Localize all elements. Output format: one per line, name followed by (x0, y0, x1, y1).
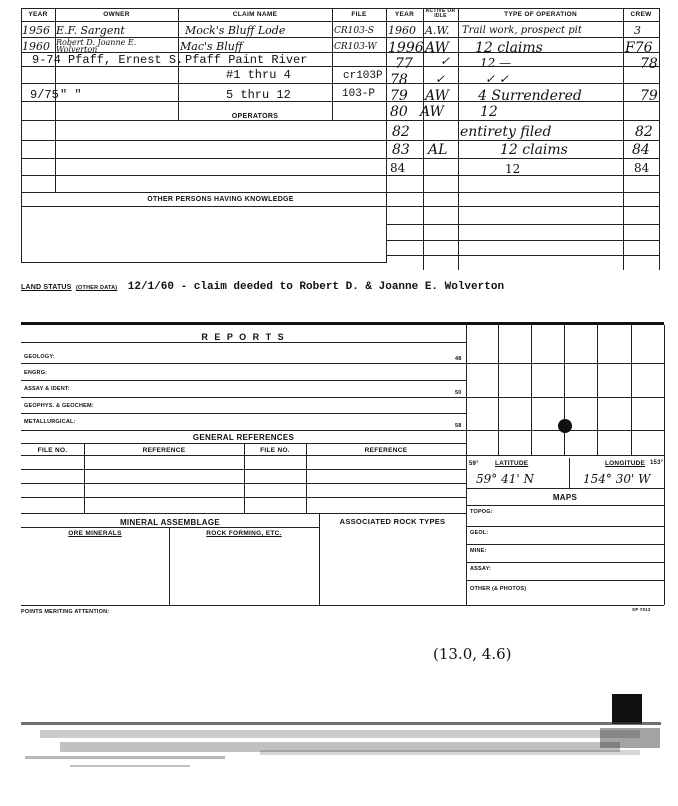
col-header-year: YEAR (28, 11, 48, 18)
claim-year-3: 9-74 (32, 53, 61, 67)
maps-topog: TOPOG: (470, 509, 493, 515)
claim-file-5: 103-P (342, 88, 376, 100)
op-type-9: 12 (505, 162, 521, 176)
op-crew-5: 79 (640, 88, 658, 104)
claim-owner-3: Pfaff, Ernest S. (68, 53, 184, 67)
land-status-sublabel: (OTHER DATA) (76, 285, 118, 291)
op-year-6: 80 (390, 104, 408, 120)
report-metallurgical: METALLURGICAL: (24, 419, 76, 425)
op-crew-2: F76 (625, 40, 653, 56)
op-active-4: ✓ (435, 72, 446, 86)
op-year-4: 78 (390, 72, 408, 88)
claim-owner-5: " " (60, 88, 82, 102)
ref-header-file-1: FILE NO. (37, 447, 68, 454)
op-crew-1: 3 (634, 24, 641, 37)
claim-file-4: cr103P (343, 70, 383, 82)
op-active-3: ✓ (440, 54, 451, 68)
mineral-assemblage-title: MINERAL ASSEMBLAGE (119, 518, 221, 527)
ref-header-reference-2: REFERENCE (364, 447, 408, 454)
claim-file-2: CR103-W (334, 42, 377, 52)
op-year-9: 84 (390, 161, 406, 175)
ref-header-file-2: FILE NO. (260, 447, 290, 454)
latitude-label: LATITUDE (495, 460, 529, 467)
report-num-58: 58 (455, 423, 462, 429)
op-type-1: Trail work, prospect pit (462, 25, 582, 36)
points-meriting-attention: POINTS MERITING ATTENTION: (21, 609, 110, 615)
op-year-2: 1996 (388, 40, 424, 56)
operators-label: OPERATORS (231, 113, 279, 120)
op-year-5: 79 (390, 88, 408, 104)
general-references-title: GENERAL REFERENCES (192, 433, 295, 442)
op-header-year: YEAR (394, 11, 415, 18)
longitude-value: 154° 30' W (583, 472, 651, 486)
maps-assay: ASSAY: (470, 566, 492, 572)
claim-name-1: Mock's Bluff Lode (185, 24, 286, 37)
claim-file-1: CR103-S (334, 26, 375, 36)
op-crew-3: 78 (640, 56, 658, 72)
op-type-4: ✓ ✓ (485, 72, 509, 86)
op-year-1: 1960 (388, 24, 416, 37)
coordinate-annotation: (13.0, 4.6) (433, 645, 512, 663)
op-header-type: TYPE OF OPERATION (504, 11, 577, 18)
col-header-file: FILE (351, 11, 367, 18)
op-active-8: AL (428, 142, 448, 158)
op-type-2: 12 claims (475, 40, 543, 56)
op-year-8: 83 (392, 142, 410, 158)
op-year-3: 77 (395, 56, 413, 72)
lon-right-number: 153° (650, 460, 664, 466)
col-header-claim-name: CLAIM NAME (232, 11, 278, 18)
op-type-3: 12 — (480, 56, 512, 70)
latitude-value: 59° 41' N (476, 472, 534, 486)
report-assay: ASSAY & IDENT: (24, 386, 70, 392)
report-num-48: 48 (455, 356, 462, 362)
maps-mine: MINE: (470, 548, 487, 554)
col-header-owner: OWNER (103, 11, 130, 18)
op-crew-8: 84 (632, 142, 650, 158)
longitude-label: LONGITUDE (605, 460, 646, 467)
op-active-5: AW (425, 88, 449, 104)
ore-minerals-header: ORE MINERALS (68, 530, 122, 537)
op-crew-9: 84 (634, 161, 650, 175)
maps-geol: GEOL: (470, 530, 489, 536)
form-number: SP 7012 (632, 607, 651, 612)
land-status (21, 276, 504, 294)
op-type-5: 4 Surrendered (478, 88, 582, 104)
rock-forming-header: ROCK FORMING, ETC. (206, 530, 282, 537)
claim-year-5: 9/75 (30, 88, 59, 102)
claim-owner-2: Robert D. Joanne E. Wolverton (56, 38, 137, 54)
location-marker-icon (558, 419, 572, 433)
report-geophys: GEOPHYS. & GEOCHEM: (24, 403, 94, 409)
op-header-active: ACTIVE OR IDLE (425, 8, 456, 19)
op-type-6: 12 (480, 104, 498, 120)
report-num-50: 50 (455, 390, 462, 396)
op-active-6: AW (420, 104, 444, 120)
op-active-1: A.W. (425, 24, 450, 37)
other-persons-label: OTHER PERSONS HAVING KNOWLEDGE (147, 196, 294, 203)
claim-name-3: Pfaff Paint River (185, 53, 308, 67)
report-engrg: ENGRG: (24, 370, 48, 376)
op-year-7: 82 (392, 124, 410, 140)
op-type-8: 12 claims (500, 142, 568, 158)
op-header-crew: CREW (630, 11, 652, 18)
op-active-2: AW (425, 40, 449, 56)
claim-owner-1: E.F. Sargent (56, 24, 125, 37)
claim-name-5: 5 thru 12 (226, 88, 291, 102)
maps-other: OTHER (& PHOTOS) (470, 586, 527, 592)
black-square-mark (612, 694, 642, 724)
land-status-text: 12/1/60 - claim deeded to Robert D. & Joanne E. Wolverton (127, 281, 505, 293)
claim-name-2: Mac's Bluff (180, 40, 243, 53)
report-geology: GEOLOGY: (24, 354, 55, 360)
op-crew-7: 82 (635, 124, 653, 140)
maps-title: MAPS (552, 493, 578, 502)
claim-year-2: 1960 (22, 40, 50, 53)
associated-rock-types: ASSOCIATED ROCK TYPES (339, 517, 446, 526)
ref-header-reference-1: REFERENCE (142, 447, 186, 454)
claim-year-1: 1956 (22, 24, 50, 37)
reports-title: R E P O R T S (201, 332, 286, 342)
op-type-7: entirety filed (460, 124, 552, 140)
claim-name-4: #1 thru 4 (226, 68, 291, 82)
land-status-label: LAND STATUS (21, 284, 72, 291)
lat-left-number: 59° (469, 461, 479, 467)
